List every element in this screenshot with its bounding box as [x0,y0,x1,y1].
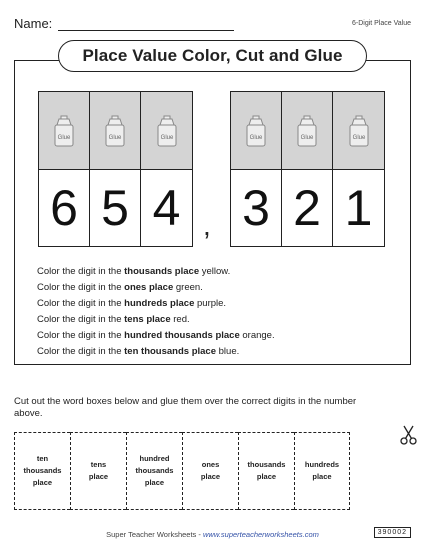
digit-group-left [38,91,193,247]
glue-text: Glue [300,134,314,141]
name-line [58,30,234,31]
glue-area [141,92,192,170]
digit: 1 [344,180,373,236]
footer-url[interactable]: www.superteacherworksheets.com [202,530,319,539]
name-label: Name: [14,16,53,31]
scissors-icon [398,424,420,446]
digit-group-right [230,91,385,247]
word-box-hundred-thousands[interactable]: hundred thousands place [126,432,182,510]
digit: 3 [242,180,270,236]
digit: 5 [101,180,129,236]
glue-bottle-icon [295,114,319,148]
footer: Super Teacher Worksheets - www.superteacherworksheets.com [106,530,319,539]
cut-instructions: Cut out the word boxes below and glue them over the correct digits in the number above. [14,396,357,419]
word-box-strip [14,432,350,510]
footer-brand: Super Teacher Worksheets [106,530,197,539]
digit-cell [282,92,333,246]
glue-bottle-icon [103,114,127,148]
word-box-hundreds[interactable]: hundreds place [294,432,350,510]
glue-text: Glue [160,134,173,141]
instruction-line: Color the digit in the ten thousands place blue. [37,346,240,357]
glue-bottle-icon [155,114,179,148]
page-title: Place Value Color, Cut and Glue [58,40,367,72]
worksheet-code: 390002 [374,527,411,538]
digit: 4 [152,180,181,236]
instruction-line: Color the digit in the thousands place yellow. [37,266,231,277]
word-box-ones[interactable]: ones place [182,432,238,510]
instruction-line: Color the digit in the ones place green. [37,282,203,293]
thousands-comma: , [203,210,211,241]
digit-cell [39,92,90,246]
instruction-line: Color the digit in the hundred thousands place orange. [37,330,275,341]
instruction-line: Color the digit in the tens place red. [37,314,190,325]
glue-bottle-icon [347,114,371,148]
glue-area [333,92,384,170]
digit: 2 [293,180,321,236]
glue-area [39,92,89,170]
digit-cell [231,92,282,246]
glue-text: Glue [57,134,71,141]
digit: 6 [50,180,78,236]
glue-text: Glue [108,134,122,141]
glue-text: Glue [249,134,263,141]
worksheet-topic: 6-Digit Place Value [351,20,411,27]
glue-bottle-icon [52,114,76,148]
glue-text: Glue [352,134,365,141]
glue-area [231,92,281,170]
digit-cell [333,92,384,246]
digit-cell [141,92,192,246]
glue-area [282,92,332,170]
color-instructions [37,264,275,360]
word-box-tens[interactable]: tens place [70,432,126,510]
instruction-line: Color the digit in the hundreds place purple. [37,298,227,309]
word-box-ten-thousands[interactable]: ten thousands place [14,432,70,510]
word-box-thousands[interactable]: thousands place [238,432,294,510]
glue-area [90,92,140,170]
digit-cell [90,92,141,246]
glue-bottle-icon [244,114,268,148]
